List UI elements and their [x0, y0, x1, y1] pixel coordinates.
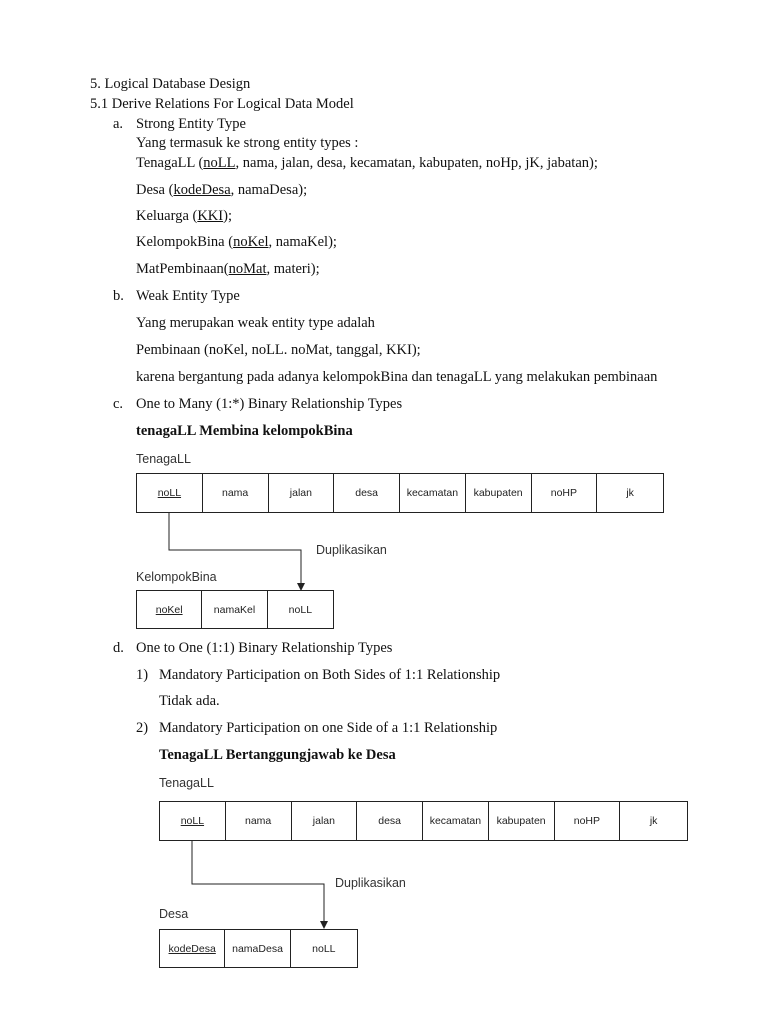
primary-key: noLL — [203, 155, 236, 171]
primary-key: kodeDesa — [173, 182, 231, 198]
section-heading: 5. Logical Database Design — [90, 76, 251, 92]
primary-key: KKI — [197, 208, 224, 224]
table-cell: noHP — [532, 474, 598, 512]
table-cell: jk — [649, 815, 658, 827]
weak-entity-reason: karena bergantung pada adanya kelompokBina dan tenagaLL yang melakukan pembinaan — [136, 369, 658, 385]
table-cell: desa — [357, 802, 423, 840]
relation-keluarga: Keluarga (KKI); — [136, 208, 232, 224]
primary-key: noMat — [228, 261, 267, 277]
table-cell: noLL — [288, 603, 313, 616]
table-label-tenagall: TenagaLL — [159, 776, 214, 790]
list-marker-1: 1) — [136, 667, 149, 683]
table-cell: kabupaten — [466, 474, 532, 512]
table-cell: kodeDesa — [160, 930, 225, 967]
table-label-kelompokbina: KelompokBina — [136, 570, 217, 584]
strong-entity-title: Strong Entity Type — [136, 116, 246, 132]
table-cell: noLL — [312, 942, 336, 955]
table-cell: desa — [334, 474, 400, 512]
relation-pembinaan: Pembinaan (noKel, noLL. noMat, tanggal, KKI); — [136, 342, 421, 358]
table-cell: kabupaten — [489, 802, 555, 840]
one-to-many-title: One to Many (1:*) Binary Relationship Types — [136, 396, 403, 412]
mandatory-both-note: Tidak ada. — [159, 693, 220, 709]
relation-desa: Desa (kodeDesa, namaDesa); — [136, 182, 308, 198]
desa-table — [159, 929, 358, 968]
table-cell: noLL — [137, 474, 203, 512]
list-marker-a: a. — [113, 116, 124, 132]
table-cell: nama — [203, 474, 269, 512]
relationship-title: TenagaLL Bertanggungjawab ke Desa — [159, 747, 396, 763]
table-cell: kecamatan — [400, 474, 466, 512]
list-marker-d: d. — [113, 640, 124, 656]
table-cell: kecamatan — [423, 802, 489, 840]
weak-entity-line: Yang merupakan weak entity type adalah — [136, 315, 375, 331]
relationship-title: tenagaLL Membina kelompokBina — [136, 423, 353, 439]
table-cell: jk — [626, 487, 634, 499]
table-cell: jalan — [292, 802, 358, 840]
table-cell: noLL — [160, 802, 226, 840]
subsection-heading: 5.1 Derive Relations For Logical Data Model — [90, 96, 354, 112]
mandatory-both-sides: Mandatory Participation on Both Sides of 1:1 Relationship — [159, 667, 501, 683]
mandatory-one-side: Mandatory Participation on one Side of a 1:1 Relationship — [159, 720, 498, 736]
table-cell: noHP — [555, 802, 621, 840]
relation-kelompokbina: KelompokBina (noKel, namaKel); — [136, 234, 337, 250]
table-cell: jalan — [269, 474, 335, 512]
weak-entity-title: Weak Entity Type — [136, 288, 240, 304]
table-cell: namaDesa — [225, 930, 290, 967]
relation-matpembinaan: MatPembinaan(noMat, materi); — [136, 261, 320, 277]
arrow-label: Duplikasikan — [316, 543, 387, 557]
table-cell: nama — [226, 802, 292, 840]
arrow-label: Duplikasikan — [335, 876, 406, 890]
list-marker-c: c. — [113, 396, 124, 412]
relation-tenagall: TenagaLL (noLL, nama, jalan, desa, kecamatan, kabupaten, noHp, jK, jabatan); — [136, 155, 598, 171]
primary-key: noKel — [233, 234, 269, 250]
strong-entity-intro: Yang termasuk ke strong entity types : — [136, 135, 359, 151]
table-cell: noKel — [137, 591, 202, 628]
list-marker-b: b. — [113, 288, 124, 304]
table-cell: namaKel — [202, 591, 267, 628]
one-to-one-title: One to One (1:1) Binary Relationship Types — [136, 640, 393, 656]
list-marker-2: 2) — [136, 720, 149, 736]
table-label-tenagall: TenagaLL — [136, 452, 191, 466]
table-label-desa: Desa — [159, 907, 189, 921]
